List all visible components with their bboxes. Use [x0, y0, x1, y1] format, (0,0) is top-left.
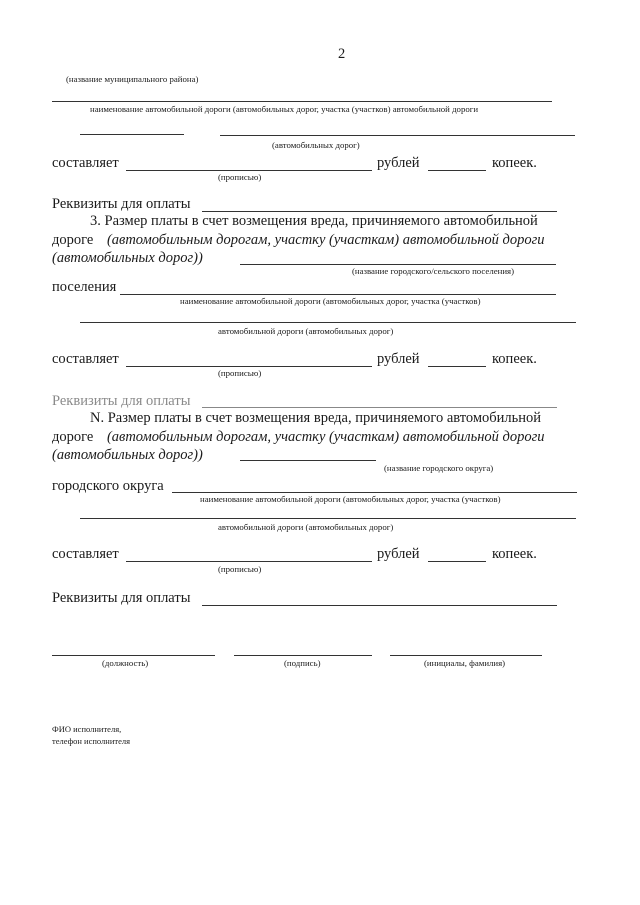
- kopecks-label-2: копеек.: [492, 351, 537, 367]
- rubles-label-2: рублей: [377, 351, 420, 367]
- position-caption: (должность): [102, 658, 149, 668]
- road-line-3: [80, 322, 576, 323]
- requisites-label: Реквизиты для оплаты: [52, 196, 191, 212]
- section-3-line-3: (автомобильных дорог)): [52, 250, 203, 266]
- road-caption-na: наименование автомобильной дороги (автомобильных дорог, участка (участков): [200, 494, 501, 504]
- words-caption-2: (прописью): [218, 368, 262, 378]
- signature-caption: (подпись): [284, 658, 321, 668]
- settlement-road-line: [120, 294, 556, 295]
- page-number: 2: [338, 46, 346, 62]
- position-line: [52, 655, 215, 656]
- requisites-label-2: Реквизиты для оплаты: [52, 393, 191, 409]
- section-n-line-2-plain: дороге: [52, 429, 94, 445]
- kopecks-label-3: копеек.: [492, 546, 537, 562]
- road-line-n: [80, 518, 576, 519]
- rubles-label-3: рублей: [377, 546, 420, 562]
- section-n-line-3: (автомобильных дорог)): [52, 447, 203, 463]
- amount-label-3: составляет: [52, 546, 119, 562]
- amount-words-line-2: [126, 366, 372, 367]
- words-caption-3: (прописью): [218, 564, 262, 574]
- requisites-label-3: Реквизиты для оплаты: [52, 590, 191, 606]
- amount-words-line-3: [126, 561, 372, 562]
- rubles-label: рублей: [377, 155, 420, 171]
- kopecks-line: [428, 170, 486, 171]
- settlement-label: поселения: [52, 279, 117, 295]
- road-caption-3b: автомобильной дороги (автомобильных дорог): [218, 326, 394, 336]
- section-n-line-1: N. Размер платы в счет возмещения вреда, причиняемого автомобильной: [90, 410, 542, 426]
- executor-phone: телефон исполнителя: [52, 736, 131, 746]
- signature-line: [234, 655, 372, 656]
- section-3-line-2: [52, 232, 545, 248]
- kopecks-label: копеек.: [492, 155, 537, 171]
- city-caption: (название городского округа): [384, 463, 494, 473]
- amount-words-line: [126, 170, 372, 171]
- name-caption: (инициалы, фамилия): [424, 658, 506, 668]
- road-name-caption: наименование автомобильной дороги (автомобильных дорог, участка (участков) автомобильной дороги: [90, 104, 479, 114]
- city-road-line: [172, 492, 577, 493]
- road-caption-2: (автомобильных дорог): [272, 140, 360, 150]
- municipal-district-caption: (название муниципального района): [66, 74, 199, 84]
- requisites-line-3: [202, 605, 557, 606]
- short-line: [80, 134, 184, 135]
- amount-label: составляет: [52, 155, 119, 171]
- words-caption: (прописью): [218, 172, 262, 182]
- kopecks-line-2: [428, 366, 486, 367]
- section-3-line-2-plain: дороге: [52, 232, 94, 248]
- requisites-line: [202, 211, 557, 212]
- settlement-name-line: [240, 264, 556, 265]
- road-line-2: [220, 135, 575, 136]
- name-line: [390, 655, 542, 656]
- section-3-line-1: 3. Размер платы в счет возмещения вреда, причиняемого автомобильной: [90, 213, 538, 229]
- section-n-line-2: [52, 429, 545, 445]
- city-name-line: [240, 460, 376, 461]
- section-n-line-2-italic: (автомобильным дорогам, участку (участкам) автомобильной дороги: [106, 429, 545, 445]
- kopecks-line-3: [428, 561, 486, 562]
- road-name-line: [52, 101, 552, 102]
- road-caption-3a: наименование автомобильной дороги (автомобильных дорог, участка (участков): [180, 296, 481, 306]
- amount-label-2: составляет: [52, 351, 119, 367]
- requisites-line-2: [202, 407, 557, 408]
- executor-name: ФИО исполнителя,: [52, 724, 122, 734]
- road-caption-nb: автомобильной дороги (автомобильных дорог): [218, 522, 394, 532]
- section-3-line-2-italic: (автомобильным дорогам, участку (участкам) автомобильной дороги: [106, 232, 545, 248]
- city-label: городского округа: [52, 478, 164, 494]
- settlement-caption: (название городского/сельского поселения): [352, 266, 515, 276]
